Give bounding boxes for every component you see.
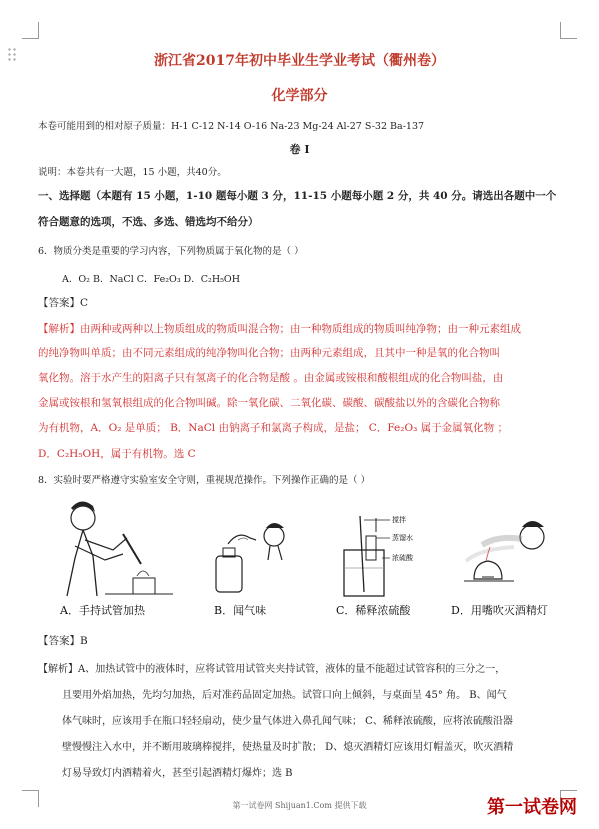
section-heading-line1: 一、选择题（本题有 15 小题，1-10 题每小题 3 分，11-15 小题每小题 2 分，共 40 分。请选出各题中一个 xyxy=(38,190,557,202)
brand-logo: 第一试卷网 xyxy=(487,797,577,818)
figure-smelling-gas xyxy=(208,520,303,598)
figure-blowing-lamp xyxy=(452,515,562,600)
page-footer: 第一试卷网 Shijuan1.Com 提供下载 xyxy=(232,801,367,810)
label-distilled-water: 蒸馏水 xyxy=(392,534,413,542)
q8-analysis-line: 【解析】A、加热试管中的液体时，应将试管用试管夹夹持试管，液体的量不能超过试管容积的三分之一， xyxy=(38,664,506,675)
q6-analysis-line: 氧化物。溶于水产生的阳离子只有氢离子的化合物是酸 。由金属或铵根和酸根组成的化合物叫盐，由 xyxy=(38,372,504,384)
figure-diluting-acid xyxy=(330,508,440,600)
page-title: 浙江省2017年初中毕业生学业考试（衢州卷） xyxy=(154,53,445,69)
figure-caption: D．用嘴吹灭酒精灯 xyxy=(451,604,548,617)
q8-stem: 8．实验时要严格遵守实验室安全守则，重视规范操作。下列操作正确的是（ ） xyxy=(38,475,371,486)
page-subtitle: 化学部分 xyxy=(271,88,328,104)
q6-options: A．O₂ B．NaCl C．Fe₂O₃ D．C₂H₅OH xyxy=(62,274,241,285)
q6-analysis-line: 金属或铵根和氢氧根组成的化合物叫碱。除一氧化碳、二氧化碳、碳酸、碳酸盐以外的含碳化合物称 xyxy=(38,397,500,409)
figure-caption: A．手持试管加热 xyxy=(60,604,145,617)
q6-analysis-line: 【解析】由两种或两种以上物质组成的物质叫混合物；由一种物质组成的物质叫纯净物；由一种元素组成 xyxy=(38,323,521,335)
atomic-masses: 本卷可能用到的相对原子质量：H-1 C-12 N-14 O-16 Na-23 Mg-24 Al-27 S-32 Ba-137 xyxy=(38,121,425,132)
label-stir: 搅拌 xyxy=(392,516,406,524)
q8-analysis-line: 壁慢慢注入水中，并不断用玻璃棒搅拌，使热量及时扩散； D、熄灭酒精灯应该用灯帽盖灭，吹灭酒精 xyxy=(62,742,514,753)
exam-note: 说明：本卷共有一大题，15 小题，共40分。 xyxy=(38,167,227,178)
q6-analysis-line: 的纯净物叫单质；由不同元素组成的纯净物叫化合物；由两种元素组成，且其中一种是氧的化合物叫 xyxy=(38,347,500,359)
q8-analysis-line: 体气味时，应该用手在瓶口轻轻扇动，使少量气体进入鼻孔闻气味； C、稀释浓硫酸，应将浓硫酸沿器 xyxy=(62,716,513,727)
volume-label: 卷 I xyxy=(289,143,310,156)
figure-caption: C．稀释浓硫酸 xyxy=(336,604,411,617)
q6-stem: 6．物质分类是重要的学习内容，下列物质属于氧化物的是（ ） xyxy=(38,246,304,257)
q6-analysis-line: 为有机物，A．O₂ 是单质； B．NaCl 由钠离子和氯离子构成，是盐； C．Fe₂O₃ 属于金属氧化物 ； xyxy=(38,422,508,434)
figure-caption: B．闻气味 xyxy=(214,604,267,617)
q8-answer: 【答案】B xyxy=(38,635,88,647)
figure-heating-test-tube xyxy=(45,498,175,598)
label-conc-acid: 浓硫酸 xyxy=(392,554,413,562)
q8-analysis-line: 且要用外焰加热，先均匀加热，后对准药品固定加热。试管口向上倾斜，与桌面呈 45° 角。 B、闻气 xyxy=(62,690,507,701)
section-heading-line2: 符合题意的选项，不选、多选、错选均不给分） xyxy=(38,216,259,228)
crop-mark-top-left xyxy=(22,22,39,39)
q6-analysis-line: D．C₂H₅OH，属于有机物。选 C xyxy=(38,448,196,460)
q6-answer: 【答案】C xyxy=(38,297,89,309)
q8-analysis-line: 灯易导致灯内酒精着火，甚至引起酒精灯爆炸；选 B xyxy=(62,768,293,779)
crop-mark-top-right xyxy=(560,22,577,39)
